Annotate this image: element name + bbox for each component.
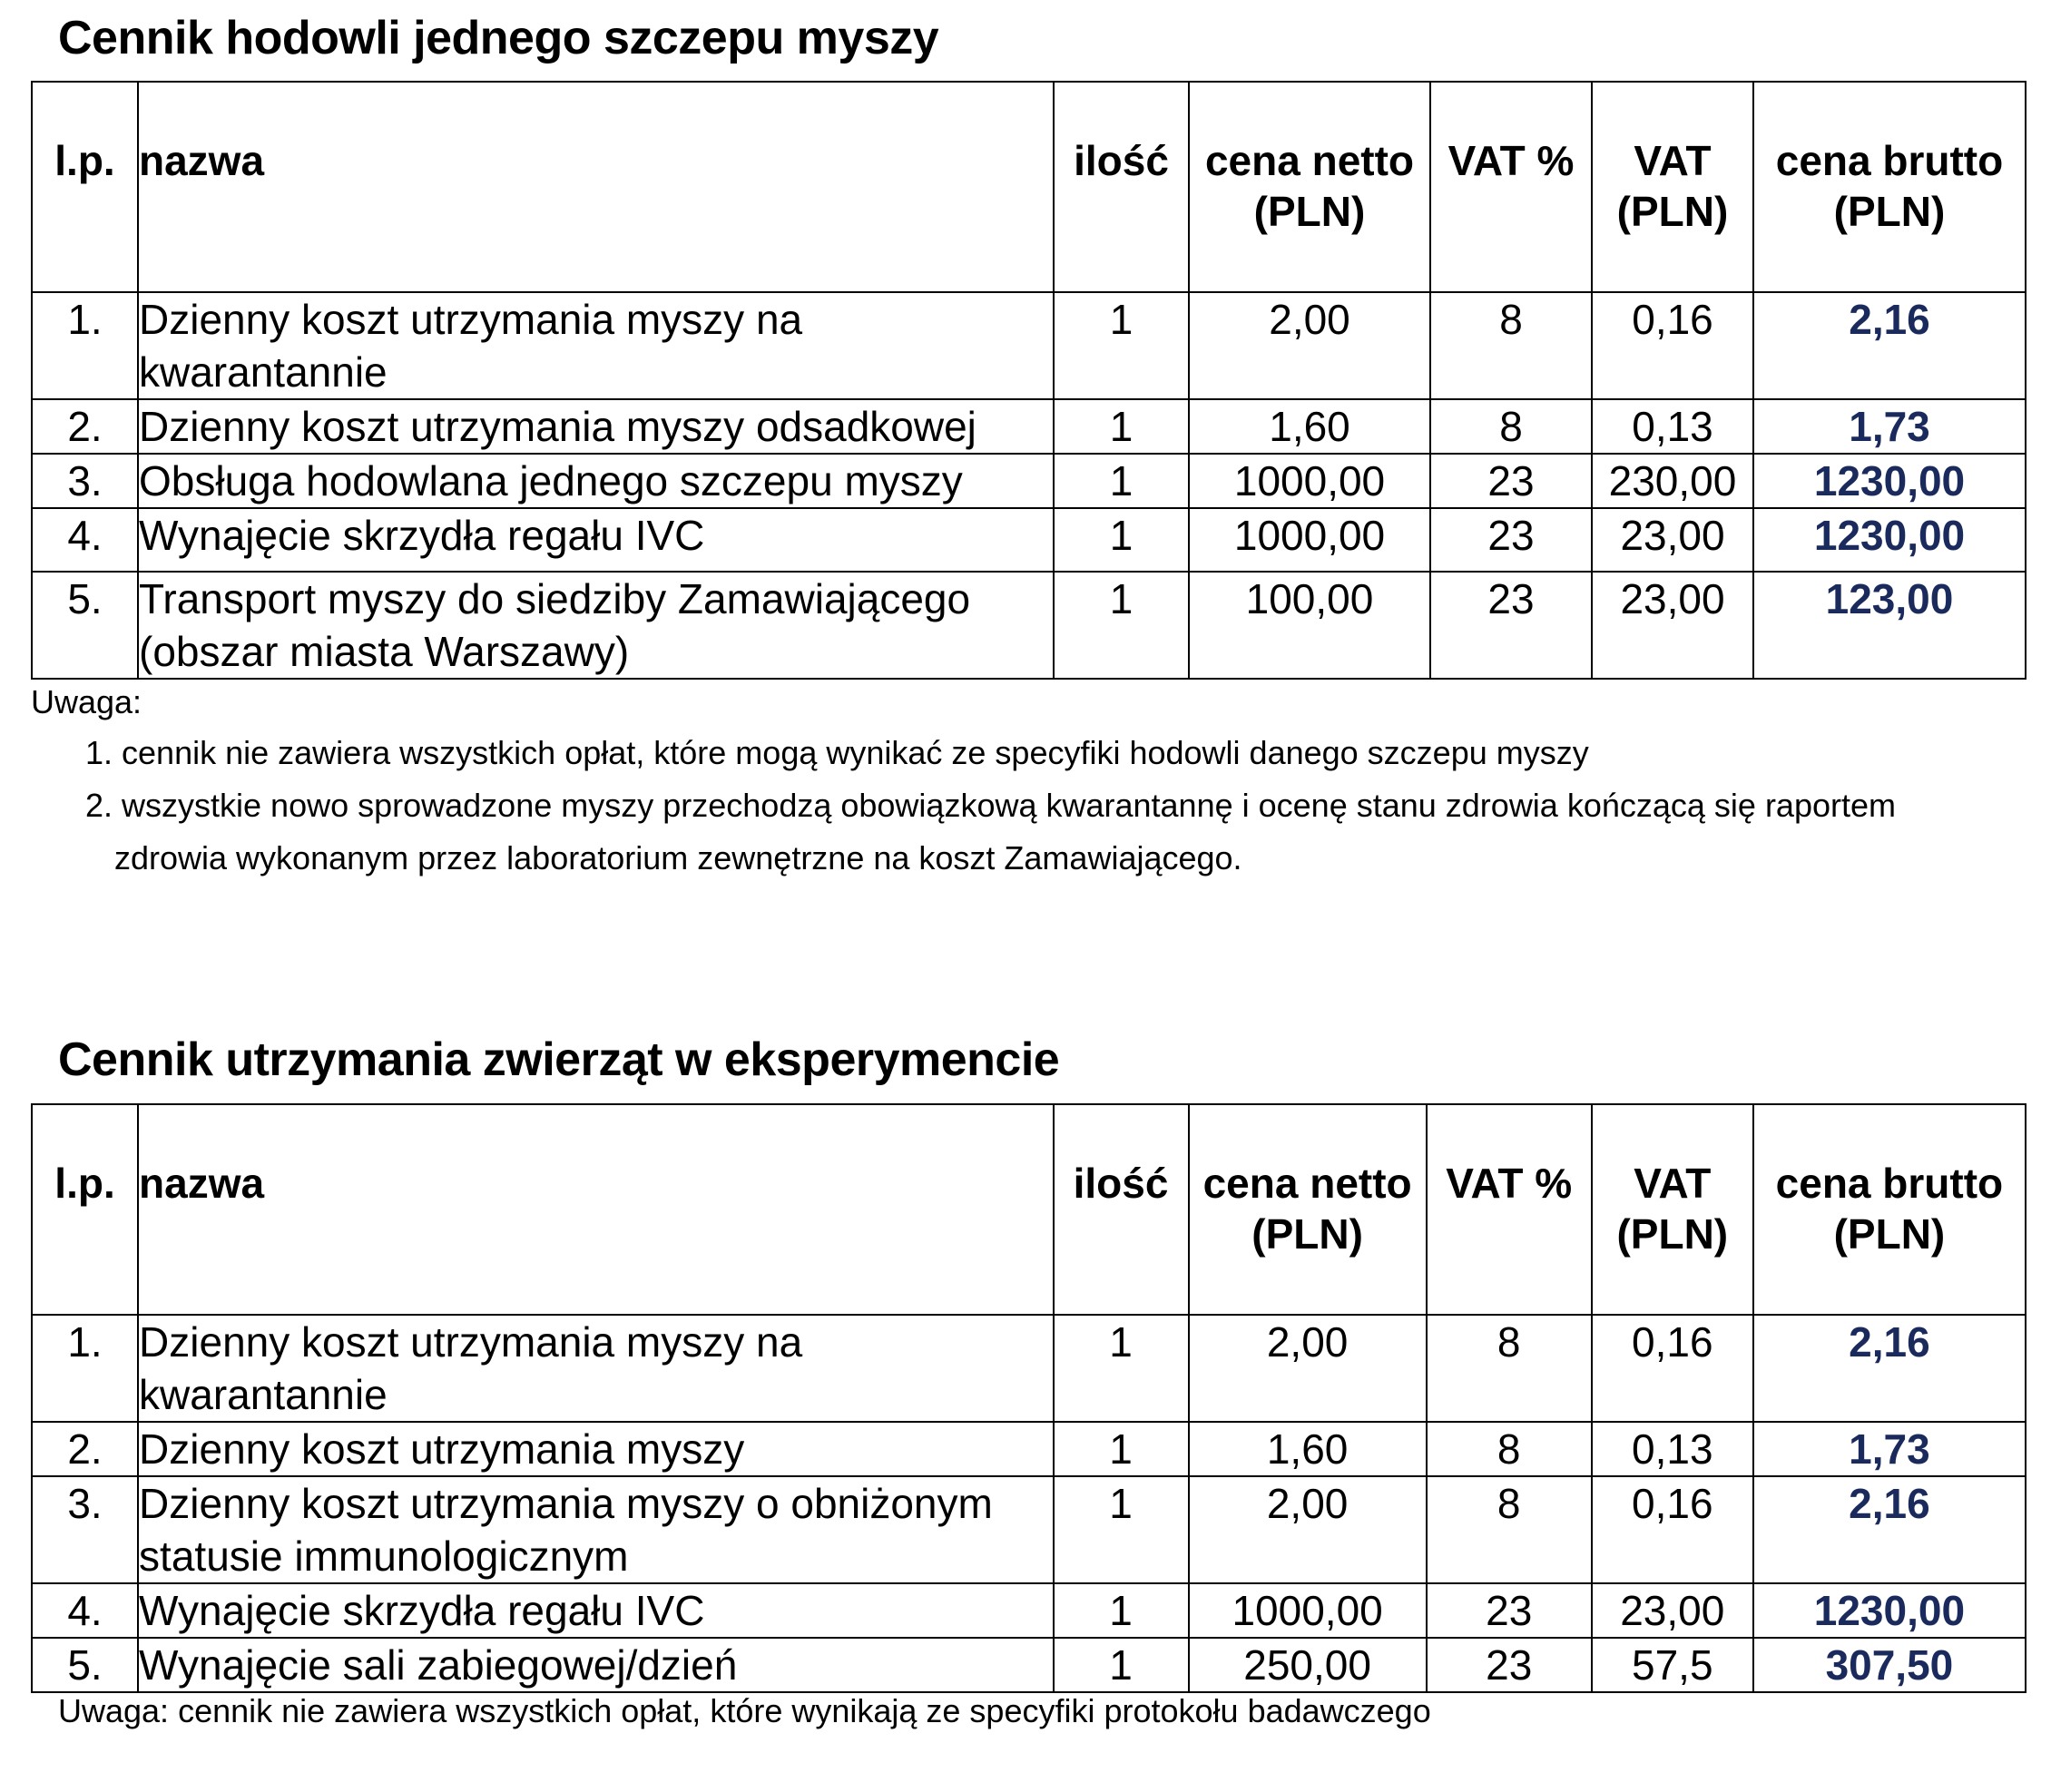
cell-brutto: 1,73 bbox=[1753, 1422, 2026, 1476]
price-table-experiment bbox=[31, 1103, 2026, 1693]
section2-title: Cennik utrzymania zwierząt w eksperymencie bbox=[58, 1033, 1060, 1086]
cell-name: Wynajęcie skrzydła regału IVC bbox=[138, 508, 1054, 572]
cell-name: Dzienny koszt utrzymania myszy o obniżonym statusie immunologicznym bbox=[138, 1476, 1053, 1583]
cell-brutto: 1,73 bbox=[1753, 399, 2026, 454]
header-name: nazwa bbox=[138, 1104, 1053, 1315]
header-netto: cena netto (PLN) bbox=[1189, 1104, 1427, 1315]
cell-qty: 1 bbox=[1054, 454, 1189, 508]
cell-vat-pct: 8 bbox=[1427, 1476, 1592, 1583]
header-netto: cena netto (PLN) bbox=[1189, 82, 1430, 292]
cell-vat-pct: 8 bbox=[1427, 1315, 1592, 1422]
header-qty: ilość bbox=[1054, 1104, 1189, 1315]
table-row bbox=[32, 1315, 2026, 1422]
table-row bbox=[32, 1476, 2026, 1583]
cell-netto: 1,60 bbox=[1189, 399, 1430, 454]
cell-brutto: 1230,00 bbox=[1753, 1583, 2026, 1638]
header-vat-pct: VAT % bbox=[1427, 1104, 1592, 1315]
cell-lp: 3. bbox=[32, 454, 138, 508]
cell-lp: 1. bbox=[32, 1315, 138, 1422]
cell-netto: 2,00 bbox=[1189, 1315, 1427, 1422]
cell-qty: 1 bbox=[1054, 1638, 1189, 1692]
header-lp: l.p. bbox=[32, 82, 138, 292]
cell-lp: 4. bbox=[32, 508, 138, 572]
table-header-row bbox=[32, 1104, 2026, 1315]
table-row bbox=[32, 399, 2026, 454]
cell-qty: 1 bbox=[1054, 1583, 1189, 1638]
cell-vat: 23,00 bbox=[1592, 572, 1753, 679]
cell-vat: 57,5 bbox=[1592, 1638, 1753, 1692]
cell-netto: 250,00 bbox=[1189, 1638, 1427, 1692]
header-brutto: cena brutto (PLN) bbox=[1753, 82, 2026, 292]
header-vat: VAT (PLN) bbox=[1592, 82, 1753, 292]
cell-netto: 1000,00 bbox=[1189, 1583, 1427, 1638]
cell-name: Transport myszy do siedziby Zamawiającego (obszar miasta Warszawy) bbox=[138, 572, 1054, 679]
cell-vat: 0,16 bbox=[1592, 292, 1753, 399]
table-row bbox=[32, 572, 2026, 679]
cell-qty: 1 bbox=[1054, 399, 1189, 454]
cell-vat-pct: 23 bbox=[1430, 572, 1592, 679]
table-header-row bbox=[32, 82, 2026, 292]
table-row bbox=[32, 454, 2026, 508]
cell-vat-pct: 23 bbox=[1427, 1583, 1592, 1638]
note-label: Uwaga: bbox=[31, 683, 142, 720]
table-row bbox=[32, 1583, 2026, 1638]
cell-brutto: 1230,00 bbox=[1753, 508, 2026, 572]
table-row bbox=[32, 1638, 2026, 1692]
cell-name: Wynajęcie sali zabiegowej/dzień bbox=[138, 1638, 1053, 1692]
cell-netto: 100,00 bbox=[1189, 572, 1430, 679]
cell-name: Wynajęcie skrzydła regału IVC bbox=[138, 1583, 1053, 1638]
cell-name: Dzienny koszt utrzymania myszy odsadkowej bbox=[138, 399, 1054, 454]
cell-vat: 0,13 bbox=[1592, 399, 1753, 454]
cell-vat-pct: 8 bbox=[1427, 1422, 1592, 1476]
cell-lp: 1. bbox=[32, 292, 138, 399]
cell-vat: 23,00 bbox=[1592, 508, 1753, 572]
cell-lp: 5. bbox=[32, 572, 138, 679]
note-item: 1. cennik nie zawiera wszystkich opłat, które mogą wynikać ze specyfiki hodowli danego szczepu myszy bbox=[85, 734, 1589, 771]
cell-vat-pct: 23 bbox=[1430, 508, 1592, 572]
cell-qty: 1 bbox=[1054, 508, 1189, 572]
cell-name: Obsługa hodowlana jednego szczepu myszy bbox=[138, 454, 1054, 508]
cell-lp: 3. bbox=[32, 1476, 138, 1583]
cell-name: Dzienny koszt utrzymania myszy na kwarantannie bbox=[138, 292, 1054, 399]
cell-brutto: 2,16 bbox=[1753, 292, 2026, 399]
cell-vat: 0,13 bbox=[1592, 1422, 1753, 1476]
cell-netto: 1,60 bbox=[1189, 1422, 1427, 1476]
cell-brutto: 2,16 bbox=[1753, 1476, 2026, 1583]
cell-qty: 1 bbox=[1054, 1476, 1189, 1583]
cell-name: Dzienny koszt utrzymania myszy bbox=[138, 1422, 1053, 1476]
header-name: nazwa bbox=[138, 82, 1054, 292]
cell-lp: 2. bbox=[32, 1422, 138, 1476]
cell-brutto: 1230,00 bbox=[1753, 454, 2026, 508]
cell-brutto: 2,16 bbox=[1753, 1315, 2026, 1422]
price-table-breeding bbox=[31, 81, 2026, 680]
cell-vat: 0,16 bbox=[1592, 1315, 1753, 1422]
cell-vat-pct: 8 bbox=[1430, 399, 1592, 454]
cell-qty: 1 bbox=[1054, 292, 1189, 399]
cell-netto: 1000,00 bbox=[1189, 508, 1430, 572]
note-item: 2. wszystkie nowo sprowadzone myszy przechodzą obowiązkową kwarantannę i ocenę stanu zdrowia kończącą się raportem bbox=[85, 787, 1896, 824]
cell-qty: 1 bbox=[1054, 572, 1189, 679]
note-text: Uwaga: cennik nie zawiera wszystkich opłat, które wynikają ze specyfiki protokołu badawczego bbox=[58, 1692, 1431, 1729]
cell-brutto: 307,50 bbox=[1753, 1638, 2026, 1692]
cell-vat: 230,00 bbox=[1592, 454, 1753, 508]
section1-title: Cennik hodowli jednego szczepu myszy bbox=[58, 12, 939, 64]
cell-netto: 1000,00 bbox=[1189, 454, 1430, 508]
cell-vat-pct: 8 bbox=[1430, 292, 1592, 399]
table-row bbox=[32, 292, 2026, 399]
header-lp: l.p. bbox=[32, 1104, 138, 1315]
cell-lp: 2. bbox=[32, 399, 138, 454]
table-row bbox=[32, 508, 2026, 572]
header-vat: VAT (PLN) bbox=[1592, 1104, 1753, 1315]
cell-vat: 23,00 bbox=[1592, 1583, 1753, 1638]
cell-name: Dzienny koszt utrzymania myszy na kwarantannie bbox=[138, 1315, 1053, 1422]
cell-netto: 2,00 bbox=[1189, 1476, 1427, 1583]
cell-netto: 2,00 bbox=[1189, 292, 1430, 399]
cell-brutto: 123,00 bbox=[1753, 572, 2026, 679]
cell-lp: 4. bbox=[32, 1583, 138, 1638]
cell-vat-pct: 23 bbox=[1430, 454, 1592, 508]
cell-vat-pct: 23 bbox=[1427, 1638, 1592, 1692]
cell-vat: 0,16 bbox=[1592, 1476, 1753, 1583]
header-brutto: cena brutto (PLN) bbox=[1753, 1104, 2026, 1315]
table-row bbox=[32, 1422, 2026, 1476]
note-item-continuation: zdrowia wykonanym przez laboratorium zewnętrzne na koszt Zamawiającego. bbox=[114, 839, 1242, 876]
header-qty: ilość bbox=[1054, 82, 1189, 292]
header-vat-pct: VAT % bbox=[1430, 82, 1592, 292]
cell-lp: 5. bbox=[32, 1638, 138, 1692]
cell-qty: 1 bbox=[1054, 1422, 1189, 1476]
cell-qty: 1 bbox=[1054, 1315, 1189, 1422]
